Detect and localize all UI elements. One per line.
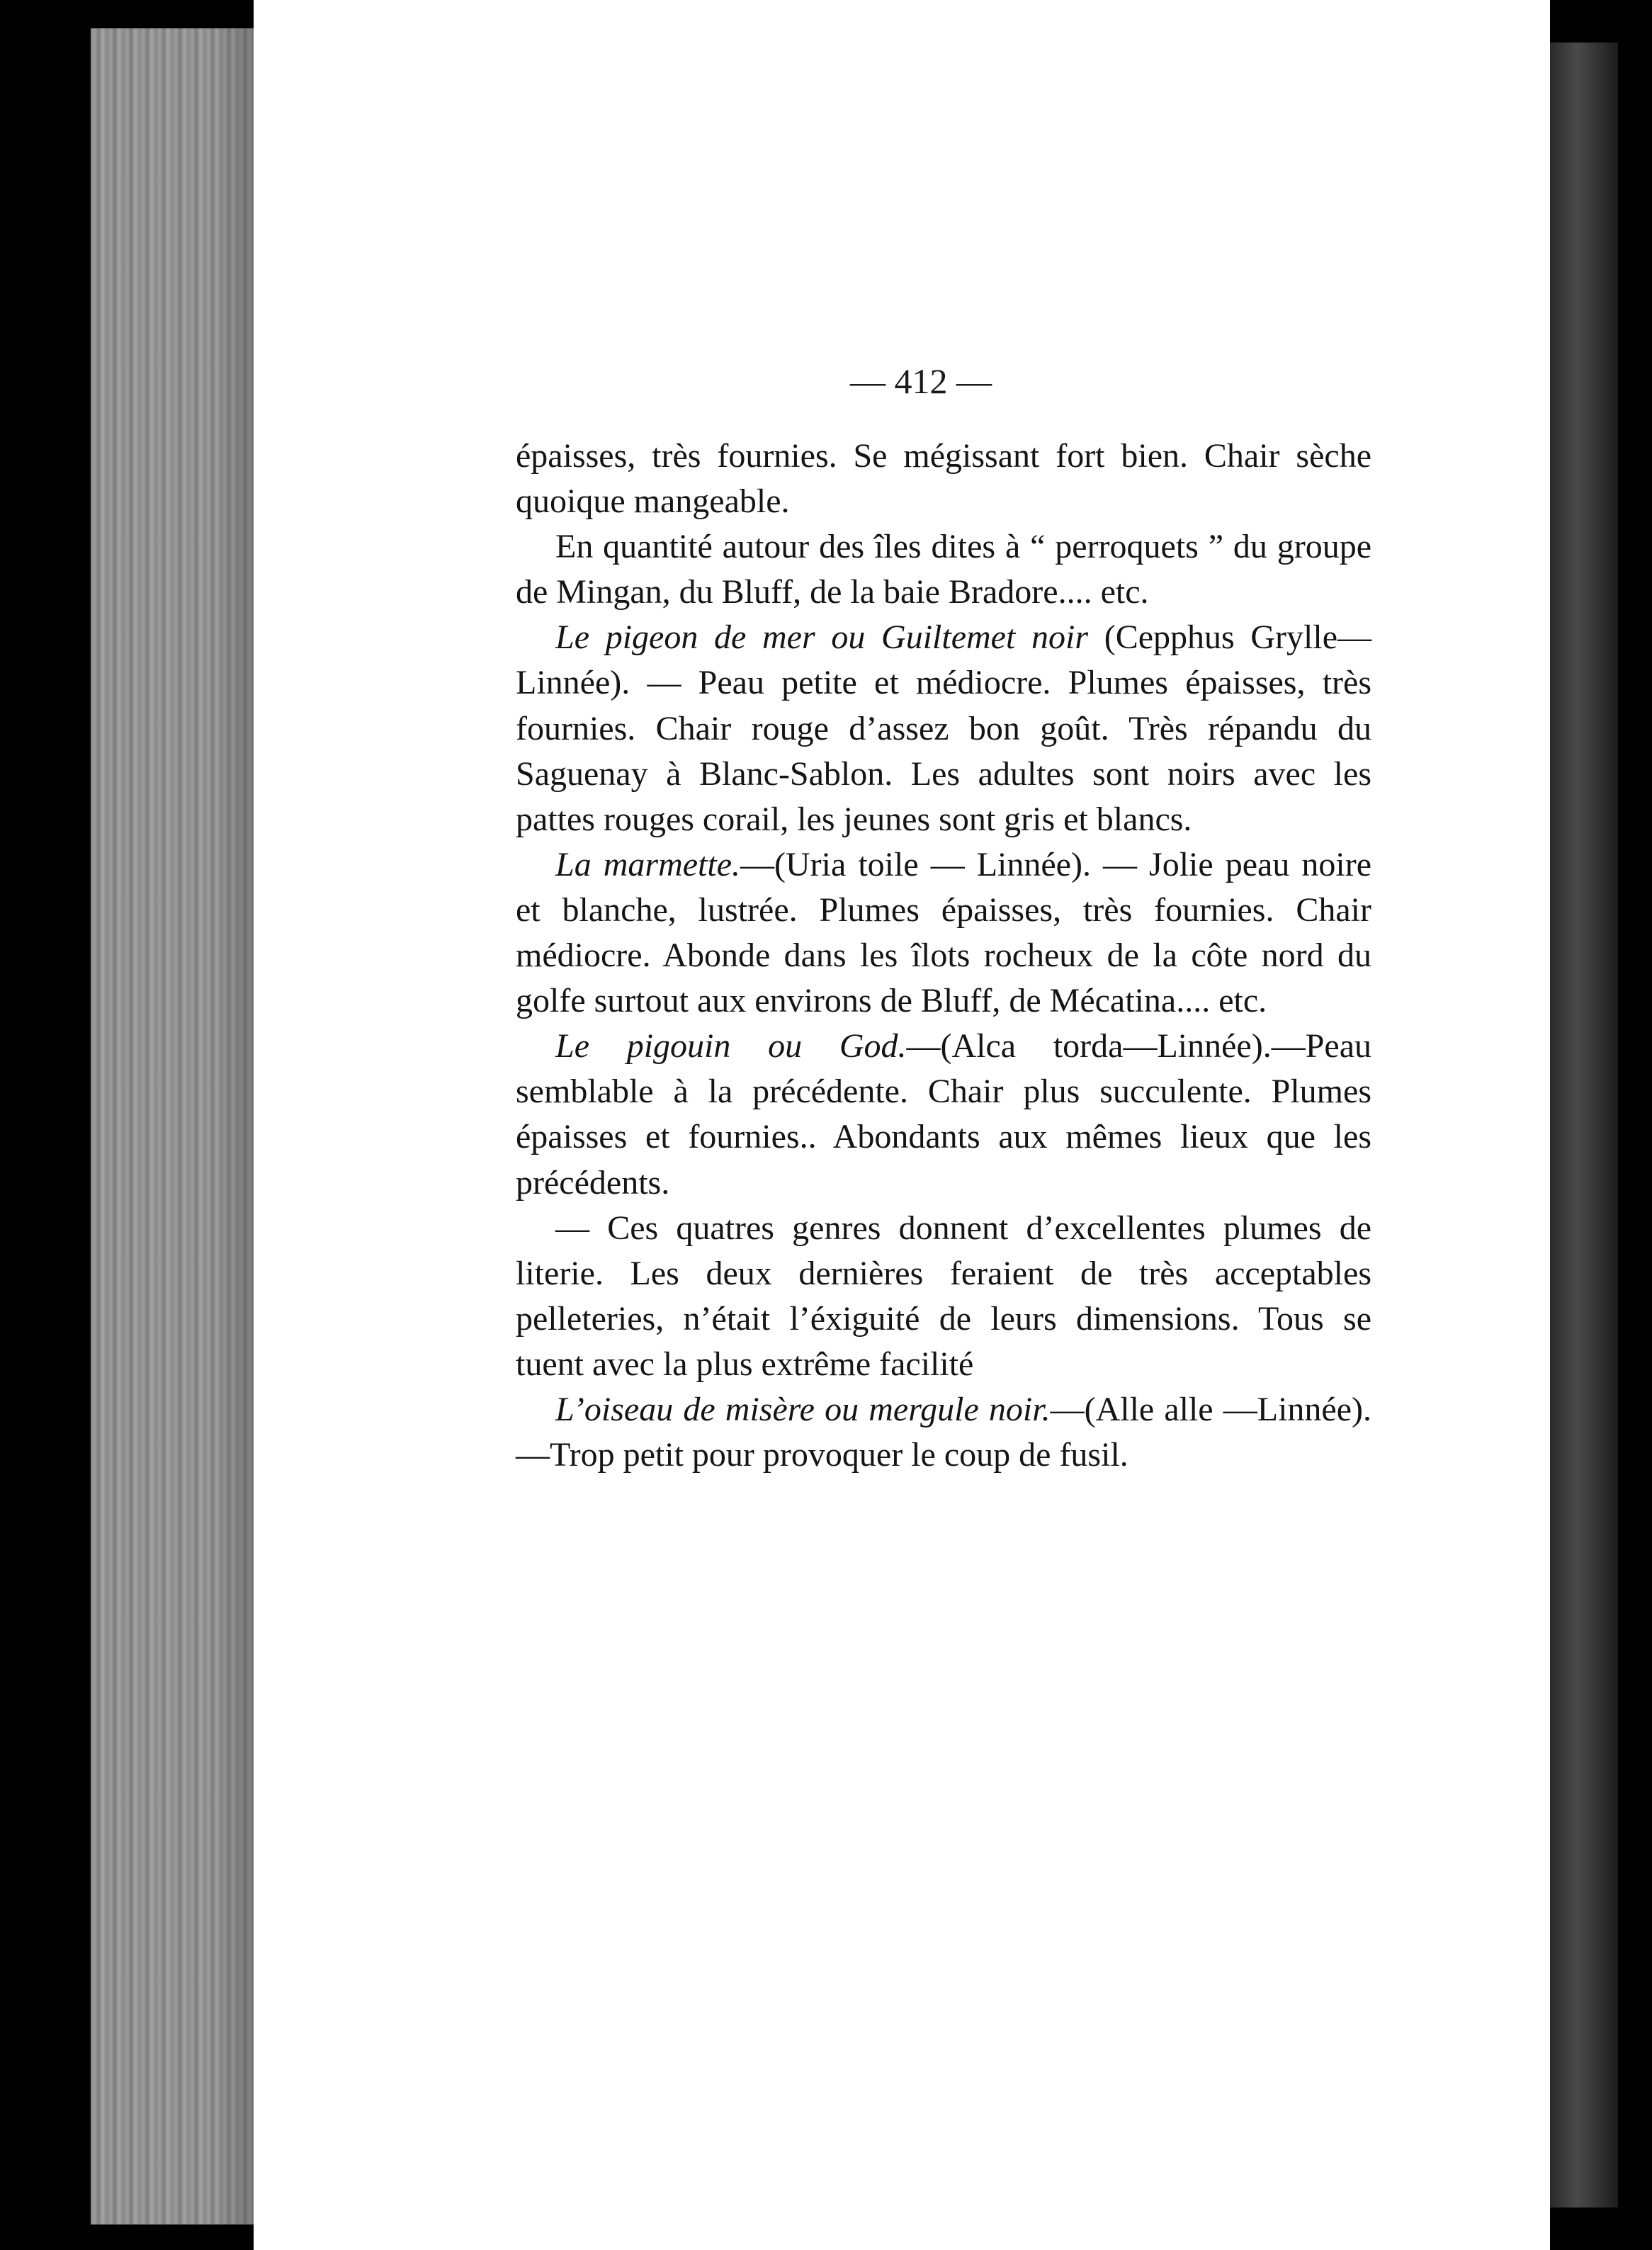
paragraph-continuation (516, 434, 1371, 524)
gutter-shadow (213, 28, 255, 2224)
paragraph-oiseau-de-misere (516, 1387, 1371, 1478)
species-name: Le pigeon de mer ou Guiltemet noir (555, 618, 1089, 657)
paragraph-text: —(Uria toile — Linnée). — Jolie peau noire et blanche, lustrée. Plumes épaisses, très fournies. Chair médiocre. Abonde dans les îlots rocheux de la côte nord du golfe surtout aux environs de Bluff, de Mécatina.... etc. (516, 845, 1372, 1020)
paragraph-quantite (516, 524, 1371, 615)
paragraph-quatre-genres (516, 1206, 1371, 1387)
species-name: Le pigouin ou God. (555, 1027, 907, 1065)
paragraph-pigeon-de-mer (516, 615, 1371, 842)
page-number: — 412 — (850, 361, 992, 401)
paragraph-text: épaisses, très fournies. Se mégissant fort bien. Chair sèche quoique mangeable. (516, 437, 1371, 521)
paragraph-text: —(Alle alle —Linnée).—Trop petit pour provoquer le coup de fusil. (516, 1390, 1371, 1474)
paragraph-text: —(Alca torda—Linnée).—Peau semblable à la précédente. Chair plus succulente. Plumes épaisses et fournies.. Abondants aux mêmes lieux que les précédents. (516, 1027, 1371, 1202)
page-body (516, 434, 1371, 1478)
species-name: L’oiseau de misère ou mergule noir. (555, 1390, 1051, 1428)
species-name: La marmette. (555, 845, 741, 883)
paragraph-text: — Ces quatres genres donnent d’excellentes plumes de literie. Les deux dernières feraient de très acceptables pelleteries, n’était l’éxiguité de leurs dimensions. Tous se tuent avec la plus extrême facilité (516, 1209, 1371, 1383)
paragraph-text: (Cepphus Grylle—Linnée). — Peau petite et médiocre. Plumes épaisses, très fournies. Chair rouge d’assez bon goût. Très répandu du Saguenay à Blanc-Sablon. Les adultes sont noirs avec les pattes rouges corail, les jeunes sont gris et blancs. (516, 618, 1371, 838)
facing-page-strip (1550, 43, 1618, 2207)
paragraph-text: En quantité autour des îles dites à “ perroquets ” du groupe de Mingan, du Bluff, de la baie Bradore.... etc. (516, 528, 1371, 611)
paragraph-pigouin (516, 1024, 1371, 1205)
paragraph-marmette (516, 842, 1371, 1024)
